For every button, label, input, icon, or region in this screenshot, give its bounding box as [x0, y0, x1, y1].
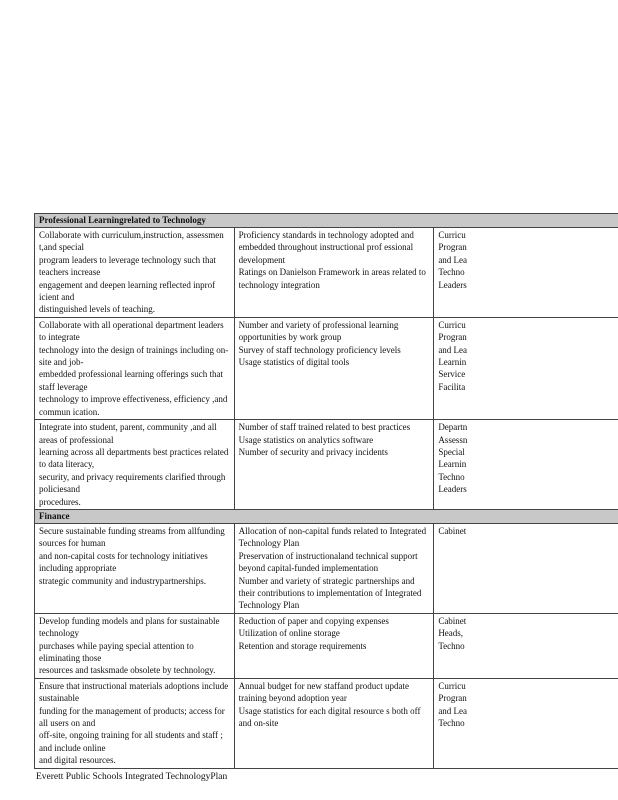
measure-cell: Number and variety of professional learning opportunities by work group Survey of staff technology proficiency levels Usage statistics of digital tools — [234, 317, 434, 419]
goal-cell: Integrate into student, parent, community ,and all areas of professional learning across all departments best practices related to data literacy, security, and privacy requirements clarified through policiesand procedures. — [35, 420, 235, 510]
table-row — [35, 613, 618, 678]
lead-cell: Departn Assessn Special Learnin Techno Leaders — [434, 420, 618, 510]
goal-cell: Collaborate with all operational department leaders to integrate technology into the design of trainings including on-site and job- embedded professional learning offerings such that staff leverage technology to improve effectiveness, efficiency ,and commun ication. — [35, 317, 235, 419]
goal-cell: Ensure that instructional materials adoptions include sustainable funding for the management of products; access for all users on and off-site, ongoing training for all students and staff ; and include online and digital resources. — [35, 678, 235, 768]
table-row — [35, 678, 618, 768]
measure-cell: Number of staff trained related to best practices Usage statistics on analytics software Number of security and privacy incidents — [234, 420, 434, 510]
section-header-row — [35, 214, 618, 228]
table-row — [35, 523, 618, 613]
section-header-professional-learning: Professional Learningrelated to Technology — [35, 214, 618, 228]
technology-plan-table — [34, 213, 618, 769]
table-row — [35, 228, 618, 318]
measure-cell: Reduction of paper and copying expenses Utilization of online storage Retention and storage requirements — [234, 613, 434, 678]
goal-cell: Secure sustainable funding streams from allfunding sources for human and non-capital costs for technology initiatives including appropriate strategic community and industrypartnerships. — [35, 523, 235, 613]
measure-cell: Proficiency standards in technology adopted and embedded throughout instructional prof essional development Ratings on Danielson Framework in areas related to technology integration — [234, 228, 434, 318]
lead-cell: Curricu Progran and Lea Techno — [434, 678, 618, 768]
table-row — [35, 317, 618, 419]
lead-cell: Cabinet Heads, Techno — [434, 613, 618, 678]
section-header-finance: Finance — [35, 509, 618, 523]
measure-cell: Annual budget for new staffand product update training beyond adoption year Usage statistics for each digital resource s both off and on-site — [234, 678, 434, 768]
goal-cell: Develop funding models and plans for sustainable technology purchases while paying special attention to eliminating those resources and tasksmade obsolete by technology. — [35, 613, 235, 678]
table-row — [35, 420, 618, 510]
lead-cell: Curricu Progran and Lea Learnin Service Facilita — [434, 317, 618, 419]
goal-cell: Collaborate with curriculum,instruction, assessmen t,and special program leaders to leverage technology such that teachers increase engagement and deepen learning reflected inprof icient and distinguished levels of teaching. — [35, 228, 235, 318]
lead-cell: Cabinet — [434, 523, 618, 613]
page-footer: Everett Public Schools Integrated TechnologyPlan — [36, 772, 228, 782]
measure-cell: Allocation of non-capital funds related to Integrated Technology Plan Preservation of instructionaland technical support beyond capital-funded implementation Number and variety of strategic partnerships and their contributions to implementation of Integrated Technology Plan — [234, 523, 434, 613]
lead-cell: Curricu Progran and Lea Techno Leaders — [434, 228, 618, 318]
section-header-row — [35, 509, 618, 523]
